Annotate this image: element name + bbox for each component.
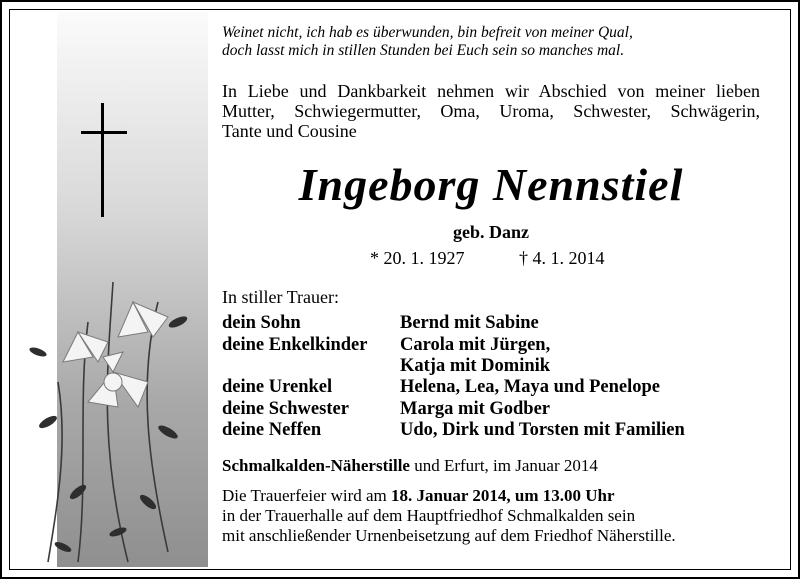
funeral-datetime: 18. Januar 2014, um 13.00 Uhr <box>391 486 615 505</box>
funeral-line: in der Trauerhalle auf dem Hauptfriedhof Schmalkalden sein <box>222 506 636 525</box>
mourner-relation: deine Neffen <box>222 420 322 441</box>
life-dates <box>370 247 605 269</box>
mourner-row <box>222 420 685 441</box>
deceased-name: Ingeborg Nennstiel <box>298 159 684 210</box>
mourner-names: Udo, Dirk und Torsten mit Familien <box>400 420 685 441</box>
mourner-relation: deine Urenkel <box>222 377 333 398</box>
birth-date: * 20. 1. 1927 <box>370 248 465 268</box>
funeral-pre: Die Trauerfeier wird am <box>222 486 392 505</box>
intro-line: Tante und Cousine <box>222 121 357 141</box>
place-date <box>222 456 598 476</box>
intro-line: In Liebe und Dankbarkeit nehmen wir Abschied von meiner lieben <box>222 81 760 101</box>
mourner-names: Bernd mit Sabine <box>400 313 539 334</box>
mourner-names: Carola mit Jürgen, <box>400 334 551 355</box>
mourner-relation: deine Schwester <box>222 398 349 419</box>
mourner-row <box>222 399 685 420</box>
funeral-info <box>222 486 676 546</box>
mourner-relation: deine Enkelkinder <box>222 334 368 355</box>
poem <box>222 24 633 60</box>
cross-icon-bar <box>81 131 127 134</box>
mourner-names: Katja mit Dominik <box>400 355 551 376</box>
poem-line: doch lasst mich in stillen Stunden bei Euch sein so manches mal. <box>222 42 625 59</box>
mourning-intro: In stiller Trauer: <box>222 287 339 307</box>
lily-bouquet-icon <box>18 262 198 572</box>
mourner-row <box>222 313 685 334</box>
intro-text <box>222 81 760 141</box>
cross-icon <box>101 103 104 217</box>
mourner-row <box>222 377 685 398</box>
mourner-row <box>222 356 685 377</box>
mourners-list <box>222 313 685 441</box>
death-date: † 4. 1. 2014 <box>519 248 605 268</box>
mourner-relation: dein Sohn <box>222 313 301 334</box>
funeral-line <box>222 486 676 506</box>
funeral-line: mit anschließender Urnenbeisetzung auf dem Friedhof Näherstille. <box>222 526 676 545</box>
place-rest: und Erfurt, im Januar 2014 <box>409 456 598 475</box>
mourner-names: Helena, Lea, Maya und Penelope <box>400 377 661 398</box>
intro-line: Mutter, Schwiegermutter, Oma, Uroma, Schwester, Schwägerin, <box>222 101 760 121</box>
mourner-names: Marga mit Godber <box>400 398 551 419</box>
place-district: -Näherstille <box>324 456 410 475</box>
birth-name: geb. Danz <box>453 222 529 242</box>
poem-line: Weinet nicht, ich hab es überwunden, bin befreit von meiner Qual, <box>222 24 633 41</box>
place-town: Schmalkalden <box>222 456 325 475</box>
mourner-row <box>222 334 685 355</box>
